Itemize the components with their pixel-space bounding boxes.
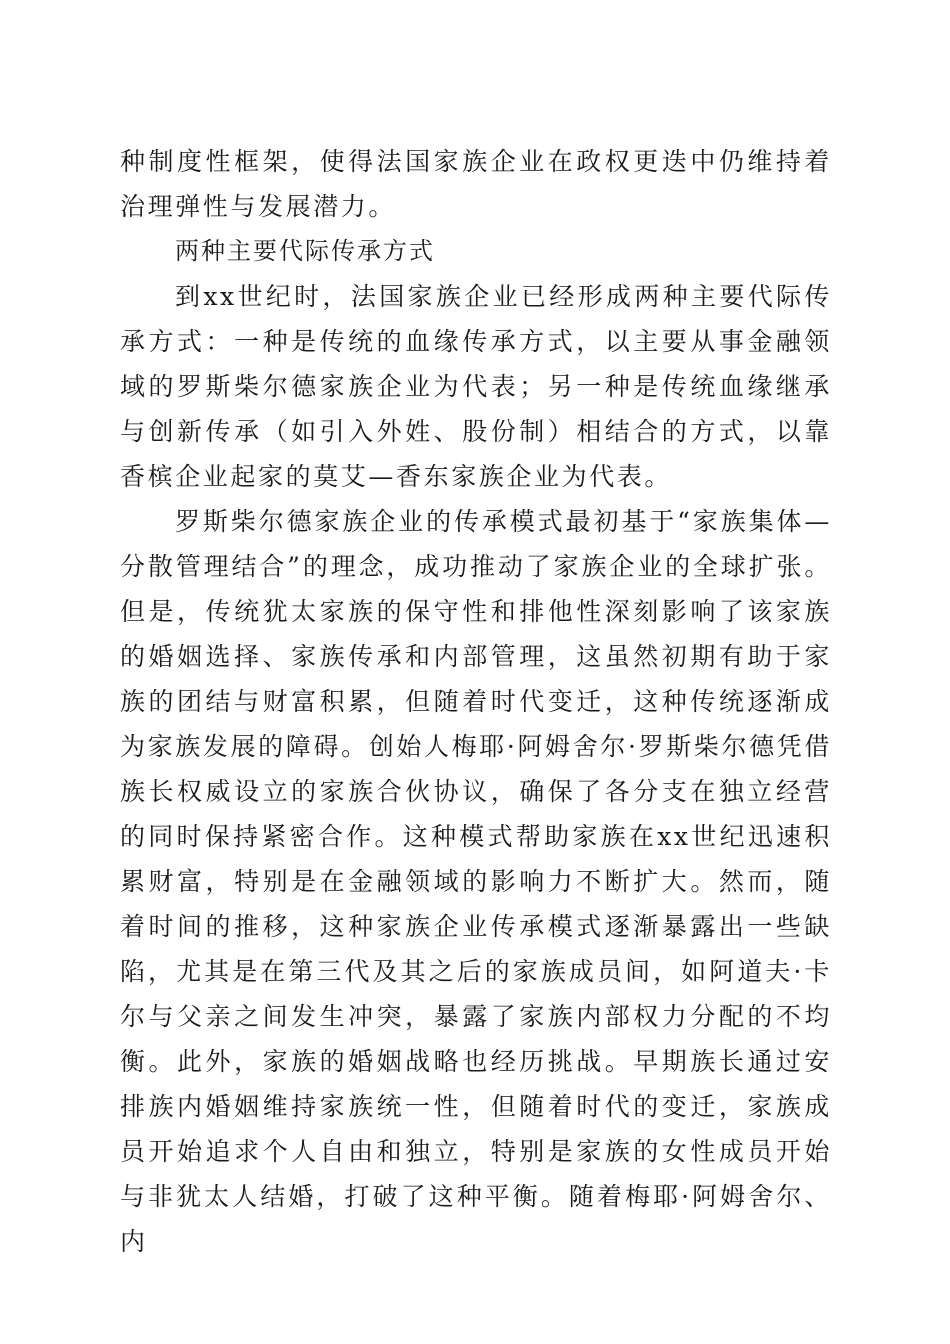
paragraph-rothschild: 罗斯柴尔德家族企业的传承模式最初基于“家族集体—分散管理结合”的理念，成功推动了家族企业的全球扩张。但是，传统犹太家族的保守性和排他性深刻影响了该家族的婚姻选择、家族传承和内部管理，这虽然初期有助于家族的团结与财富积累，但随着时代变迁，这种传统逐渐成为家族发展的障碍。创始人梅耶·阿姆舍尔·罗斯柴尔德凭借族长权威设立的家族合伙协议，确保了各分支在独立经营的同时保持紧密合作。这种模式帮助家族在xx世纪迅速积累财富，特别是在金融领域的影响力不断扩大。然而，随着时间的推移，这种家族企业传承模式逐渐暴露出一些缺陷，尤其是在第三代及其之后的家族成员间，如阿道夫·卡尔与父亲之间发生冲突，暴露了家族内部权力分配的不均衡。此外，家族的婚姻战略也经历挑战。早期族长通过安排族内婚姻维持家族统一性，但随着时代的变迁，家族成员开始追求个人自由和独立，特别是家族的女性成员开始与非犹太人结婚，打破了这种平衡。随着梅耶·阿姆舍尔、内 [120,507,832,1256]
paragraph-two-modes: 到xx世纪时，法国家族企业已经形成两种主要代际传承方式：一种是传统的血缘传承方式，以主要从事金融领域的罗斯柴尔德家族企业为代表；另一种是传统血缘继承与创新传承（如引入外姓、股份制）相结合的方式，以靠香槟企业起家的莫艾—香东家族企业为代表。 [120,282,832,491]
section-heading: 两种主要代际传承方式 [175,237,435,265]
body-text [120,139,832,1264]
paragraph-continuation: 种制度性框架，使得法国家族企业在政权更迭中仍维持着治理弹性与发展潜力。 [120,147,832,221]
